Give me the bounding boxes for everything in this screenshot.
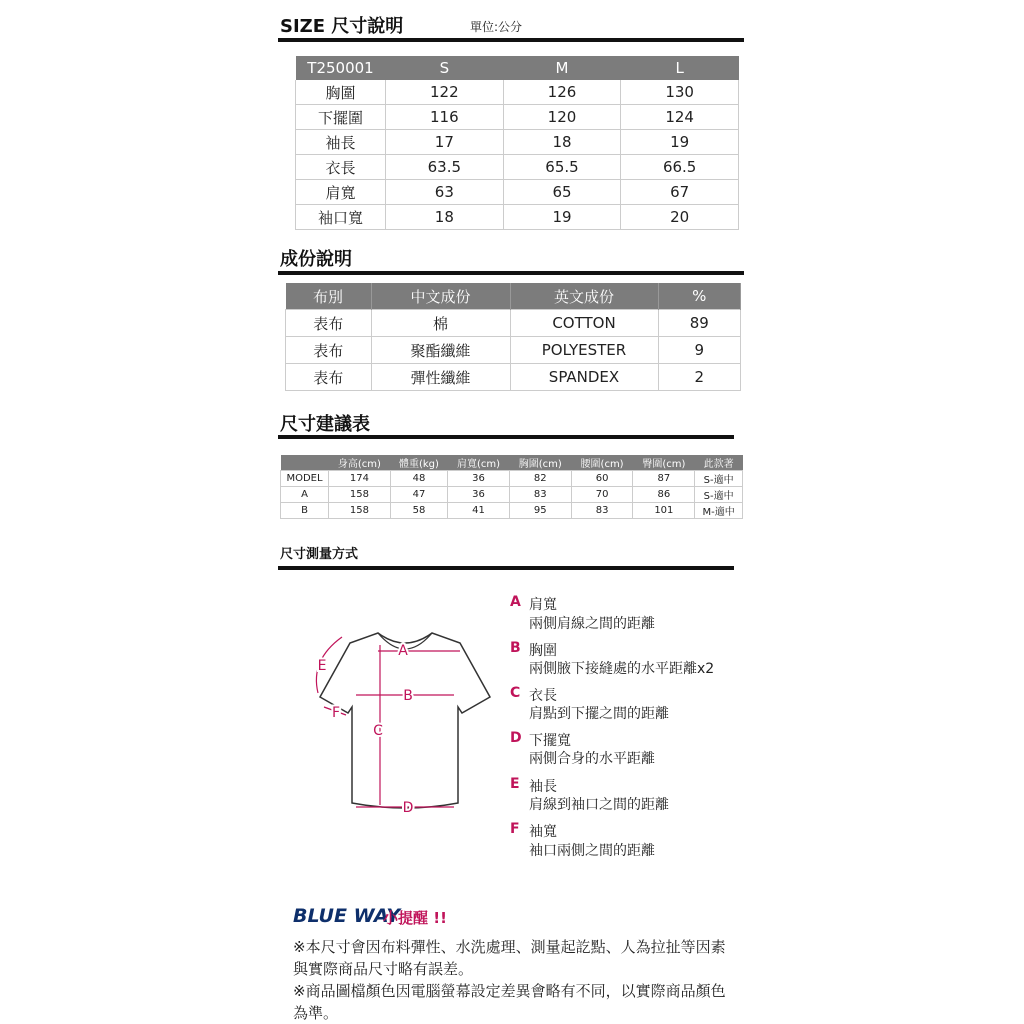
composition-cell: POLYESTER bbox=[510, 337, 658, 364]
suggest-header-cell: 臀圍(cm) bbox=[633, 455, 695, 471]
composition-rule bbox=[278, 271, 744, 275]
suggest-header-cell: 胸圍(cm) bbox=[509, 455, 571, 471]
size-header-cell: L bbox=[621, 56, 739, 80]
size-cell: 20 bbox=[621, 205, 739, 230]
size-cell: 120 bbox=[503, 105, 621, 130]
suggest-cell: 82 bbox=[509, 471, 571, 487]
size-cell: 衣長 bbox=[296, 155, 386, 180]
suggest-cell: 47 bbox=[390, 487, 447, 503]
size-cell: 袖長 bbox=[296, 130, 386, 155]
diagram-label-e: E bbox=[317, 658, 327, 674]
table-row bbox=[281, 503, 743, 519]
diagram-label-a: A bbox=[398, 643, 408, 659]
size-cell: 65.5 bbox=[503, 155, 621, 180]
composition-cell: 聚酯纖維 bbox=[371, 337, 510, 364]
composition-table bbox=[285, 283, 741, 391]
composition-cell: 棉 bbox=[371, 310, 510, 337]
diagram-label-f: F bbox=[331, 705, 341, 721]
measure-desc: 袖口兩側之間的距離 bbox=[529, 843, 655, 859]
table-row bbox=[296, 205, 739, 230]
suggest-header-cell: 身高(cm) bbox=[329, 455, 391, 471]
measure-letter: D bbox=[510, 730, 522, 746]
measure-letter: F bbox=[510, 821, 520, 837]
size-cell: 66.5 bbox=[621, 155, 739, 180]
size-header-cell: S bbox=[386, 56, 504, 80]
composition-section-title: 成份說明 bbox=[280, 249, 352, 270]
suggest-cell: B bbox=[281, 503, 329, 519]
size-cell: 19 bbox=[503, 205, 621, 230]
size-header-cell: T250001 bbox=[296, 56, 386, 80]
brand-logo: BLUE WAY bbox=[293, 905, 401, 927]
composition-header-cell: % bbox=[658, 283, 741, 310]
reminder-title: 小提醒 !! bbox=[383, 909, 447, 927]
suggest-section-title: 尺寸建議表 bbox=[280, 414, 370, 435]
suggest-cell: 58 bbox=[390, 503, 447, 519]
size-cell: 65 bbox=[503, 180, 621, 205]
measure-desc: 兩側肩線之間的距離 bbox=[529, 616, 655, 632]
suggest-cell: 158 bbox=[329, 503, 391, 519]
suggest-header-cell: 腰圍(cm) bbox=[571, 455, 633, 471]
composition-cell: 表布 bbox=[286, 310, 372, 337]
suggest-table bbox=[280, 455, 743, 519]
measure-desc: 肩點到下擺之間的距離 bbox=[529, 706, 669, 722]
suggest-cell: 87 bbox=[633, 471, 695, 487]
measure-letter: C bbox=[510, 685, 521, 701]
tshirt-diagram bbox=[300, 615, 510, 825]
suggest-rule bbox=[278, 435, 734, 439]
suggest-header-cell: 肩寬(cm) bbox=[448, 455, 510, 471]
suggest-cell: 86 bbox=[633, 487, 695, 503]
table-row bbox=[296, 130, 739, 155]
suggest-cell: 101 bbox=[633, 503, 695, 519]
size-cell: 122 bbox=[386, 80, 504, 105]
size-cell: 116 bbox=[386, 105, 504, 130]
table-row bbox=[296, 105, 739, 130]
measure-desc: 肩線到袖口之間的距離 bbox=[529, 797, 669, 813]
size-cell: 126 bbox=[503, 80, 621, 105]
table-row bbox=[281, 487, 743, 503]
composition-header-cell: 布別 bbox=[286, 283, 372, 310]
suggest-cell: 48 bbox=[390, 471, 447, 487]
table-row bbox=[286, 364, 741, 391]
table-row bbox=[296, 180, 739, 205]
measure-name: 胸圍 bbox=[529, 643, 557, 659]
suggest-cell: 60 bbox=[571, 471, 633, 487]
composition-cell: 彈性纖維 bbox=[371, 364, 510, 391]
diagram-label-c: C bbox=[373, 723, 383, 739]
reminder-note: ※本尺寸會因布料彈性、水洗處理、測量起訖點、人為拉扯等因素與實際商品尺寸略有誤差。 bbox=[293, 938, 726, 978]
suggest-cell: 41 bbox=[448, 503, 510, 519]
size-cell: 67 bbox=[621, 180, 739, 205]
suggest-header-cell: 體重(kg) bbox=[390, 455, 447, 471]
suggest-cell: 83 bbox=[571, 503, 633, 519]
size-cell: 63 bbox=[386, 180, 504, 205]
reminder-note: ※商品圖檔顏色因電腦螢幕設定差異會略有不同，以實際商品顏色為準。 bbox=[293, 982, 726, 1022]
composition-cell: 9 bbox=[658, 337, 741, 364]
composition-cell: 2 bbox=[658, 364, 741, 391]
size-cell: 130 bbox=[621, 80, 739, 105]
suggest-cell: 158 bbox=[329, 487, 391, 503]
size-cell: 17 bbox=[386, 130, 504, 155]
measure-name: 肩寬 bbox=[529, 597, 557, 613]
composition-header-cell: 中文成份 bbox=[371, 283, 510, 310]
size-header-cell: M bbox=[503, 56, 621, 80]
composition-cell: 89 bbox=[658, 310, 741, 337]
suggest-cell: MODEL bbox=[281, 471, 329, 487]
suggest-cell: 70 bbox=[571, 487, 633, 503]
size-rule bbox=[278, 38, 744, 42]
size-table-header bbox=[296, 56, 739, 80]
size-cell: 124 bbox=[621, 105, 739, 130]
size-cell: 袖口寬 bbox=[296, 205, 386, 230]
suggest-cell: A bbox=[281, 487, 329, 503]
suggest-cell: S-適中 bbox=[695, 471, 743, 487]
measure-name: 下擺寬 bbox=[529, 733, 571, 749]
size-unit: 單位:公分 bbox=[470, 20, 523, 34]
composition-cell: COTTON bbox=[510, 310, 658, 337]
measure-name: 袖長 bbox=[529, 779, 557, 795]
composition-header-cell: 英文成份 bbox=[510, 283, 658, 310]
size-cell: 胸圍 bbox=[296, 80, 386, 105]
table-row bbox=[286, 337, 741, 364]
measure-desc: 兩側合身的水平距離 bbox=[529, 751, 655, 767]
measure-name: 袖寬 bbox=[529, 824, 557, 840]
size-cell: 肩寬 bbox=[296, 180, 386, 205]
suggest-header-cell: 此款著 bbox=[695, 455, 743, 471]
tshirt-outline-icon bbox=[317, 633, 490, 808]
measure-section-title: 尺寸測量方式 bbox=[280, 547, 359, 562]
suggest-cell: 83 bbox=[509, 487, 571, 503]
size-section-title: SIZE 尺寸說明 bbox=[280, 16, 404, 37]
suggest-cell: M-適中 bbox=[695, 503, 743, 519]
diagram-label-b: B bbox=[403, 688, 413, 704]
measure-letter: B bbox=[510, 640, 521, 656]
measure-letter: E bbox=[510, 776, 520, 792]
suggest-table-header bbox=[281, 455, 743, 471]
measure-rule bbox=[278, 566, 734, 570]
size-cell: 18 bbox=[386, 205, 504, 230]
table-row bbox=[281, 471, 743, 487]
suggest-cell: S-適中 bbox=[695, 487, 743, 503]
table-row bbox=[296, 80, 739, 105]
size-table bbox=[295, 56, 739, 230]
table-row bbox=[296, 155, 739, 180]
measure-name: 衣長 bbox=[529, 688, 557, 704]
composition-cell: 表布 bbox=[286, 364, 372, 391]
suggest-cell: 36 bbox=[448, 487, 510, 503]
size-cell: 63.5 bbox=[386, 155, 504, 180]
table-row bbox=[286, 310, 741, 337]
composition-cell: 表布 bbox=[286, 337, 372, 364]
suggest-cell: 174 bbox=[329, 471, 391, 487]
size-cell: 18 bbox=[503, 130, 621, 155]
suggest-cell: 95 bbox=[509, 503, 571, 519]
suggest-cell: 36 bbox=[448, 471, 510, 487]
suggest-header-cell bbox=[281, 455, 329, 471]
size-cell: 19 bbox=[621, 130, 739, 155]
measure-desc: 兩側腋下接縫處的水平距離x2 bbox=[529, 661, 715, 677]
size-cell: 下擺圍 bbox=[296, 105, 386, 130]
composition-cell: SPANDEX bbox=[510, 364, 658, 391]
diagram-label-d: D bbox=[402, 800, 414, 816]
measure-letter: A bbox=[510, 594, 521, 610]
composition-table-header bbox=[286, 283, 741, 310]
